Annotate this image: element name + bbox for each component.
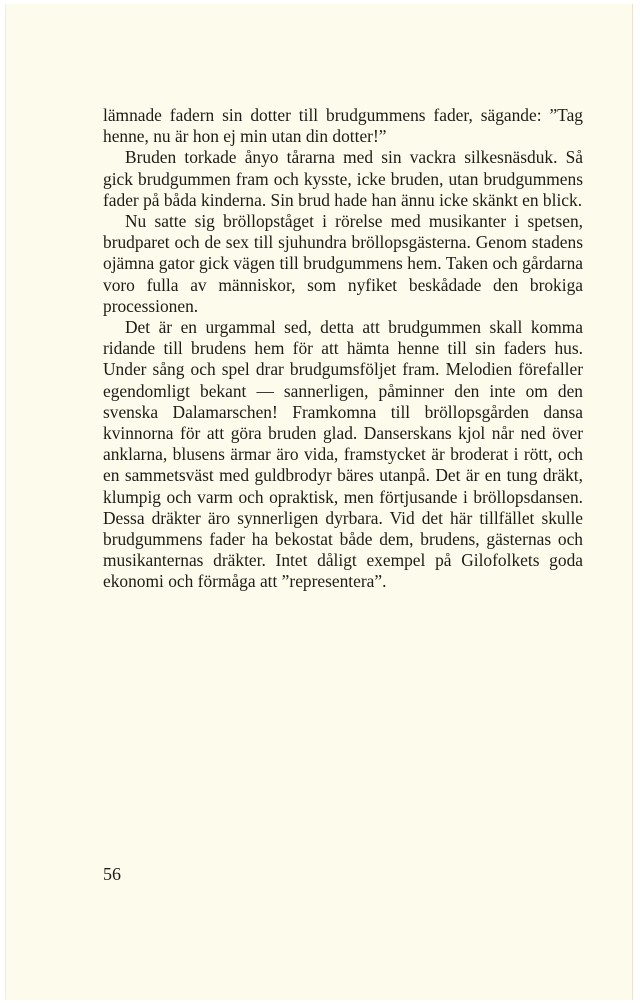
book-page bbox=[6, 4, 632, 1000]
page-number: 56 bbox=[103, 864, 121, 884]
body-text bbox=[103, 105, 583, 593]
paragraph-2: Bruden torkade ånyo tårarna med sin vackra silkesnäsduk. Så gick brudgummen fram och kysste, icke bruden, utan brudgummens fader på båda kinderna. Sin brud hade han ännu icke skänkt en blick. bbox=[103, 147, 583, 210]
paragraph-3: Nu satte sig bröllopståget i rörelse med musikanter i spetsen, brudparet och de sex till sjuhundra bröllopsgästerna. Genom stadens ojämna gator gick vägen till brudgummens hem. Taken och gårdarna voro fulla av människor, som nyfiket beskådade den brokiga processionen. bbox=[103, 211, 583, 316]
paragraph-4: Det är en urgammal sed, detta att brudgummen skall komma ridande till brudens hem för att hämta henne till sin faders hus. Under sång och spel drar brudgumsföljet fram. Melodien förefaller egendomligt bekant — sannerligen, påminner den inte om den svenska Dalamarschen! Framkomna till bröllopsgården dansa kvinnorna för att göra bruden glad. Danserskans kjol når ned över anklarna, blusens ärmar äro vida, framstycket är broderat i rött, och en sammetsväst med guldbrodyr bäres utanpå. Det är en tung dräkt, klumpig och varm och opraktisk, men förtjusande i bröllopsdansen. Dessa dräkter äro synnerligen dyrbara. Vid det här tillfället skulle brudgummens fader ha bekostat både dem, brudens, gästernas och musikanternas dräkter. Intet dåligt exempel på Gilofolkets goda ekonomi och förmåga att ”representera”. bbox=[103, 317, 583, 592]
paragraph-1: lämnade fadern sin dotter till brudgummens fader, sägande: ”Tag henne, nu är hon ej min utan din dotter!” bbox=[103, 105, 583, 147]
